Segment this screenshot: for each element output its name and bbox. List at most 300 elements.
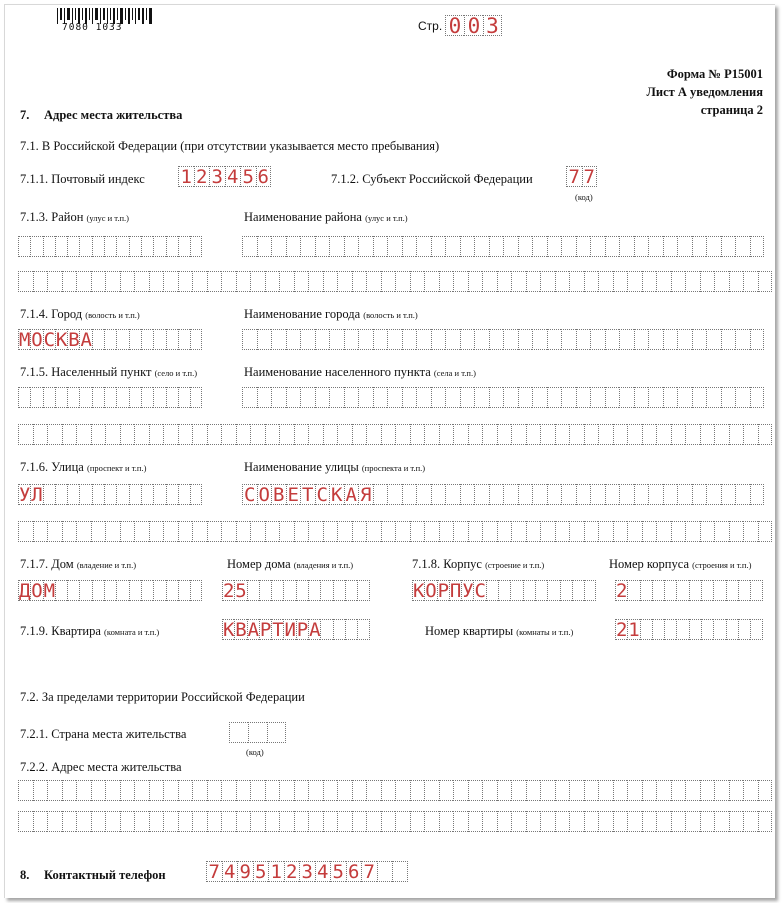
apartment-type-field[interactable] [222, 619, 370, 640]
char-cell[interactable] [221, 271, 236, 292]
char-cell[interactable]: О [31, 580, 43, 602]
postal-index-field[interactable] [178, 166, 271, 187]
char-cell[interactable]: 7 [582, 166, 598, 187]
char-cell[interactable] [482, 271, 497, 292]
char-cell[interactable] [92, 580, 104, 601]
char-cell[interactable] [572, 580, 584, 601]
char-cell[interactable] [555, 521, 570, 542]
char-cell[interactable] [178, 521, 193, 542]
char-cell[interactable] [366, 521, 381, 542]
char-cell[interactable] [308, 811, 323, 832]
char-cell[interactable] [178, 236, 190, 257]
char-cell[interactable] [627, 580, 639, 601]
char-cell[interactable] [489, 387, 504, 408]
char-cell[interactable] [561, 484, 576, 505]
char-cell[interactable] [329, 236, 344, 257]
char-cell[interactable] [43, 484, 55, 505]
char-cell[interactable] [706, 387, 721, 408]
char-cell[interactable] [510, 580, 522, 601]
char-cell[interactable] [47, 811, 62, 832]
char-cell[interactable]: В [68, 329, 80, 351]
char-cell[interactable] [116, 329, 128, 350]
char-cell[interactable] [67, 580, 79, 601]
char-cell[interactable]: 2 [616, 580, 628, 602]
char-cell[interactable] [721, 387, 736, 408]
char-cell[interactable] [460, 329, 475, 350]
char-cell[interactable] [726, 619, 738, 640]
char-cell[interactable]: Р [296, 619, 309, 641]
char-cell[interactable] [714, 780, 729, 801]
char-cell[interactable] [729, 780, 744, 801]
char-cell[interactable] [257, 236, 272, 257]
char-cell[interactable] [18, 811, 33, 832]
char-cell[interactable]: Р [259, 619, 272, 641]
char-cell[interactable] [333, 619, 345, 640]
char-cell[interactable] [584, 580, 596, 601]
char-cell[interactable]: Р [437, 580, 450, 602]
char-cell[interactable] [120, 424, 135, 445]
locality-name-field[interactable] [242, 387, 764, 408]
char-cell[interactable] [511, 811, 526, 832]
char-cell[interactable] [47, 424, 62, 445]
char-cell[interactable] [640, 580, 652, 601]
char-cell[interactable] [92, 484, 104, 505]
char-cell[interactable] [569, 521, 584, 542]
char-cell[interactable] [395, 811, 410, 832]
char-cell[interactable] [377, 861, 393, 882]
char-cell[interactable] [315, 236, 330, 257]
char-cell[interactable] [584, 424, 599, 445]
char-cell[interactable] [700, 271, 715, 292]
char-cell[interactable] [333, 580, 345, 601]
char-cell[interactable] [387, 387, 402, 408]
char-cell[interactable] [439, 424, 454, 445]
char-cell[interactable] [431, 387, 446, 408]
char-cell[interactable] [329, 387, 344, 408]
char-cell[interactable] [743, 811, 758, 832]
char-cell[interactable] [526, 811, 541, 832]
char-cell[interactable] [76, 271, 91, 292]
char-cell[interactable] [701, 580, 713, 601]
char-cell[interactable] [381, 271, 396, 292]
char-cell[interactable] [300, 329, 315, 350]
char-cell[interactable] [192, 271, 207, 292]
char-cell[interactable] [700, 811, 715, 832]
char-cell[interactable] [129, 580, 141, 601]
char-cell[interactable] [402, 236, 417, 257]
district-name-field-2[interactable] [18, 271, 772, 292]
char-cell[interactable] [569, 271, 584, 292]
char-cell[interactable] [642, 780, 657, 801]
char-cell[interactable] [627, 521, 642, 542]
char-cell[interactable] [706, 236, 721, 257]
char-cell[interactable] [308, 780, 323, 801]
char-cell[interactable] [153, 329, 165, 350]
char-cell[interactable] [460, 484, 475, 505]
char-cell[interactable] [271, 580, 283, 601]
char-cell[interactable] [141, 387, 153, 408]
char-cell[interactable] [729, 424, 744, 445]
char-cell[interactable] [178, 580, 190, 601]
char-cell[interactable] [337, 521, 352, 542]
foreign-address-field[interactable] [18, 780, 772, 801]
char-cell[interactable] [532, 236, 547, 257]
char-cell[interactable] [283, 580, 295, 601]
char-cell[interactable] [104, 387, 116, 408]
char-cell[interactable]: 1 [628, 619, 640, 641]
char-cell[interactable] [738, 580, 750, 601]
char-cell[interactable] [758, 521, 773, 542]
char-cell[interactable] [590, 484, 605, 505]
char-cell[interactable] [47, 271, 62, 292]
char-cell[interactable] [605, 387, 620, 408]
char-cell[interactable] [381, 424, 396, 445]
char-cell[interactable] [192, 780, 207, 801]
char-cell[interactable] [656, 521, 671, 542]
char-cell[interactable] [395, 424, 410, 445]
char-cell[interactable] [743, 780, 758, 801]
char-cell[interactable] [207, 424, 222, 445]
char-cell[interactable] [55, 484, 67, 505]
char-cell[interactable] [294, 521, 309, 542]
char-cell[interactable] [373, 329, 388, 350]
char-cell[interactable] [497, 521, 512, 542]
char-cell[interactable] [431, 484, 446, 505]
char-cell[interactable] [453, 521, 468, 542]
char-cell[interactable] [30, 387, 42, 408]
char-cell[interactable] [207, 780, 222, 801]
char-cell[interactable] [511, 521, 526, 542]
char-cell[interactable] [387, 236, 402, 257]
char-cell[interactable] [337, 780, 352, 801]
char-cell[interactable] [320, 619, 332, 640]
char-cell[interactable] [555, 780, 570, 801]
char-cell[interactable] [279, 424, 294, 445]
char-cell[interactable] [503, 329, 518, 350]
char-cell[interactable] [76, 424, 91, 445]
char-cell[interactable] [91, 521, 106, 542]
char-cell[interactable] [221, 424, 236, 445]
char-cell[interactable] [395, 271, 410, 292]
char-cell[interactable] [692, 236, 707, 257]
char-cell[interactable] [729, 521, 744, 542]
char-cell[interactable] [104, 329, 116, 350]
char-cell[interactable] [153, 484, 165, 505]
char-cell[interactable] [366, 424, 381, 445]
char-cell[interactable] [387, 329, 402, 350]
char-cell[interactable]: 3 [483, 15, 502, 36]
char-cell[interactable]: К [223, 619, 235, 641]
char-cell[interactable] [315, 329, 330, 350]
char-cell[interactable] [721, 484, 736, 505]
char-cell[interactable] [714, 521, 729, 542]
char-cell[interactable] [265, 780, 280, 801]
char-cell[interactable] [416, 387, 431, 408]
char-cell[interactable] [79, 484, 91, 505]
char-cell[interactable]: П [449, 580, 462, 602]
char-cell[interactable]: С [43, 329, 56, 351]
char-cell[interactable] [104, 236, 116, 257]
char-cell[interactable] [163, 521, 178, 542]
char-cell[interactable] [357, 580, 369, 601]
char-cell[interactable]: У [462, 580, 474, 602]
char-cell[interactable] [474, 329, 489, 350]
char-cell[interactable]: 5 [253, 861, 269, 882]
char-cell[interactable] [33, 780, 48, 801]
char-cell[interactable] [178, 329, 190, 350]
char-cell[interactable] [640, 619, 652, 640]
char-cell[interactable] [489, 329, 504, 350]
char-cell[interactable] [294, 271, 309, 292]
char-cell[interactable] [758, 424, 773, 445]
char-cell[interactable] [207, 271, 222, 292]
char-cell[interactable] [598, 521, 613, 542]
char-cell[interactable] [486, 580, 498, 601]
char-cell[interactable] [518, 236, 533, 257]
char-cell[interactable]: 4 [315, 861, 331, 882]
char-cell[interactable] [345, 619, 357, 640]
char-cell[interactable] [532, 387, 547, 408]
char-cell[interactable] [676, 580, 688, 601]
char-cell[interactable]: 1 [178, 166, 194, 187]
char-cell[interactable] [43, 236, 55, 257]
char-cell[interactable] [236, 271, 251, 292]
char-cell[interactable] [532, 484, 547, 505]
char-cell[interactable] [627, 271, 642, 292]
char-cell[interactable] [192, 424, 207, 445]
char-cell[interactable] [424, 780, 439, 801]
char-cell[interactable] [453, 780, 468, 801]
char-cell[interactable] [431, 329, 446, 350]
char-cell[interactable] [402, 484, 417, 505]
char-cell[interactable] [163, 780, 178, 801]
char-cell[interactable] [352, 424, 367, 445]
char-cell[interactable] [265, 271, 280, 292]
char-cell[interactable] [416, 236, 431, 257]
char-cell[interactable] [750, 619, 762, 640]
char-cell[interactable] [178, 387, 190, 408]
char-cell[interactable] [62, 780, 77, 801]
char-cell[interactable] [685, 271, 700, 292]
char-cell[interactable] [584, 521, 599, 542]
char-cell[interactable] [190, 329, 202, 350]
char-cell[interactable] [279, 521, 294, 542]
char-cell[interactable]: 1 [268, 861, 284, 882]
char-cell[interactable] [613, 811, 628, 832]
char-cell[interactable] [178, 424, 193, 445]
char-cell[interactable] [743, 424, 758, 445]
char-cell[interactable] [242, 236, 257, 257]
char-cell[interactable]: 7 [361, 861, 377, 882]
char-cell[interactable] [55, 580, 67, 601]
char-cell[interactable] [431, 236, 446, 257]
char-cell[interactable] [714, 271, 729, 292]
char-cell[interactable] [320, 580, 332, 601]
char-cell[interactable] [526, 521, 541, 542]
char-cell[interactable] [286, 236, 301, 257]
char-cell[interactable]: Л [31, 484, 43, 506]
char-cell[interactable] [663, 329, 678, 350]
char-cell[interactable] [395, 521, 410, 542]
char-cell[interactable] [689, 580, 701, 601]
char-cell[interactable] [149, 811, 164, 832]
char-cell[interactable]: 7 [566, 166, 582, 187]
char-cell[interactable] [250, 271, 265, 292]
char-cell[interactable] [192, 521, 207, 542]
char-cell[interactable]: Т [272, 619, 284, 641]
char-cell[interactable]: 6 [346, 861, 362, 882]
char-cell[interactable] [642, 424, 657, 445]
char-cell[interactable] [729, 811, 744, 832]
char-cell[interactable] [105, 780, 120, 801]
char-cell[interactable] [308, 580, 320, 601]
char-cell[interactable] [468, 780, 483, 801]
char-cell[interactable] [120, 521, 135, 542]
char-cell[interactable] [153, 236, 165, 257]
char-cell[interactable] [453, 811, 468, 832]
char-cell[interactable] [47, 521, 62, 542]
char-cell[interactable] [713, 619, 725, 640]
char-cell[interactable] [497, 271, 512, 292]
char-cell[interactable] [294, 811, 309, 832]
district-type-field[interactable] [18, 236, 202, 257]
char-cell[interactable] [535, 580, 547, 601]
char-cell[interactable] [344, 387, 359, 408]
char-cell[interactable]: 0 [464, 15, 483, 36]
char-cell[interactable] [584, 811, 599, 832]
char-cell[interactable] [358, 387, 373, 408]
char-cell[interactable] [671, 271, 686, 292]
char-cell[interactable] [605, 329, 620, 350]
char-cell[interactable] [677, 329, 692, 350]
char-cell[interactable] [671, 424, 686, 445]
char-cell[interactable] [129, 484, 141, 505]
char-cell[interactable] [18, 780, 33, 801]
char-cell[interactable] [445, 484, 460, 505]
char-cell[interactable] [750, 329, 765, 350]
char-cell[interactable] [315, 387, 330, 408]
char-cell[interactable] [33, 521, 48, 542]
char-cell[interactable] [750, 236, 765, 257]
char-cell[interactable] [190, 484, 202, 505]
char-cell[interactable] [713, 580, 725, 601]
char-cell[interactable] [738, 619, 750, 640]
char-cell[interactable]: 5 [240, 166, 256, 187]
char-cell[interactable] [706, 484, 721, 505]
char-cell[interactable] [92, 329, 104, 350]
char-cell[interactable] [445, 329, 460, 350]
char-cell[interactable] [267, 722, 286, 743]
char-cell[interactable] [149, 521, 164, 542]
char-cell[interactable] [271, 329, 286, 350]
char-cell[interactable] [498, 580, 510, 601]
char-cell[interactable] [540, 780, 555, 801]
char-cell[interactable] [221, 811, 236, 832]
char-cell[interactable] [62, 521, 77, 542]
char-cell[interactable] [91, 811, 106, 832]
street-name-field[interactable] [242, 484, 764, 505]
char-cell[interactable] [373, 236, 388, 257]
char-cell[interactable] [692, 484, 707, 505]
char-cell[interactable]: 2 [223, 580, 235, 602]
char-cell[interactable] [489, 484, 504, 505]
char-cell[interactable] [271, 387, 286, 408]
char-cell[interactable] [247, 580, 259, 601]
char-cell[interactable] [116, 484, 128, 505]
char-cell[interactable] [468, 424, 483, 445]
char-cell[interactable] [482, 780, 497, 801]
char-cell[interactable] [30, 236, 42, 257]
char-cell[interactable] [523, 580, 535, 601]
char-cell[interactable] [76, 811, 91, 832]
phone-field[interactable] [206, 861, 408, 882]
char-cell[interactable] [648, 329, 663, 350]
char-cell[interactable] [248, 722, 267, 743]
char-cell[interactable] [676, 619, 688, 640]
char-cell[interactable] [387, 484, 402, 505]
char-cell[interactable] [381, 521, 396, 542]
char-cell[interactable] [648, 484, 663, 505]
char-cell[interactable] [236, 780, 251, 801]
char-cell[interactable] [120, 271, 135, 292]
char-cell[interactable] [518, 387, 533, 408]
char-cell[interactable] [706, 329, 721, 350]
char-cell[interactable] [700, 521, 715, 542]
char-cell[interactable]: К [55, 329, 68, 351]
char-cell[interactable] [424, 424, 439, 445]
char-cell[interactable] [677, 236, 692, 257]
char-cell[interactable] [605, 236, 620, 257]
char-cell[interactable] [584, 780, 599, 801]
char-cell[interactable] [337, 424, 352, 445]
char-cell[interactable] [134, 780, 149, 801]
char-cell[interactable] [149, 780, 164, 801]
char-cell[interactable] [116, 387, 128, 408]
char-cell[interactable] [613, 424, 628, 445]
char-cell[interactable] [120, 811, 135, 832]
char-cell[interactable] [178, 811, 193, 832]
char-cell[interactable] [619, 387, 634, 408]
char-cell[interactable] [598, 424, 613, 445]
char-cell[interactable] [366, 811, 381, 832]
char-cell[interactable] [236, 424, 251, 445]
char-cell[interactable] [92, 236, 104, 257]
char-cell[interactable] [279, 271, 294, 292]
char-cell[interactable] [166, 580, 178, 601]
char-cell[interactable] [743, 521, 758, 542]
char-cell[interactable] [265, 811, 280, 832]
char-cell[interactable] [561, 329, 576, 350]
char-cell[interactable] [547, 329, 562, 350]
char-cell[interactable] [656, 780, 671, 801]
char-cell[interactable]: С [474, 580, 486, 602]
char-cell[interactable] [91, 271, 106, 292]
char-cell[interactable] [47, 780, 62, 801]
char-cell[interactable] [652, 619, 664, 640]
char-cell[interactable] [190, 580, 202, 601]
char-cell[interactable] [561, 236, 576, 257]
char-cell[interactable]: 3 [299, 861, 315, 882]
char-cell[interactable] [474, 484, 489, 505]
char-cell[interactable] [178, 780, 193, 801]
char-cell[interactable] [692, 387, 707, 408]
char-cell[interactable] [33, 424, 48, 445]
char-cell[interactable] [153, 580, 165, 601]
char-cell[interactable] [18, 424, 33, 445]
char-cell[interactable] [392, 861, 408, 882]
char-cell[interactable] [221, 521, 236, 542]
char-cell[interactable]: 7 [206, 861, 222, 882]
